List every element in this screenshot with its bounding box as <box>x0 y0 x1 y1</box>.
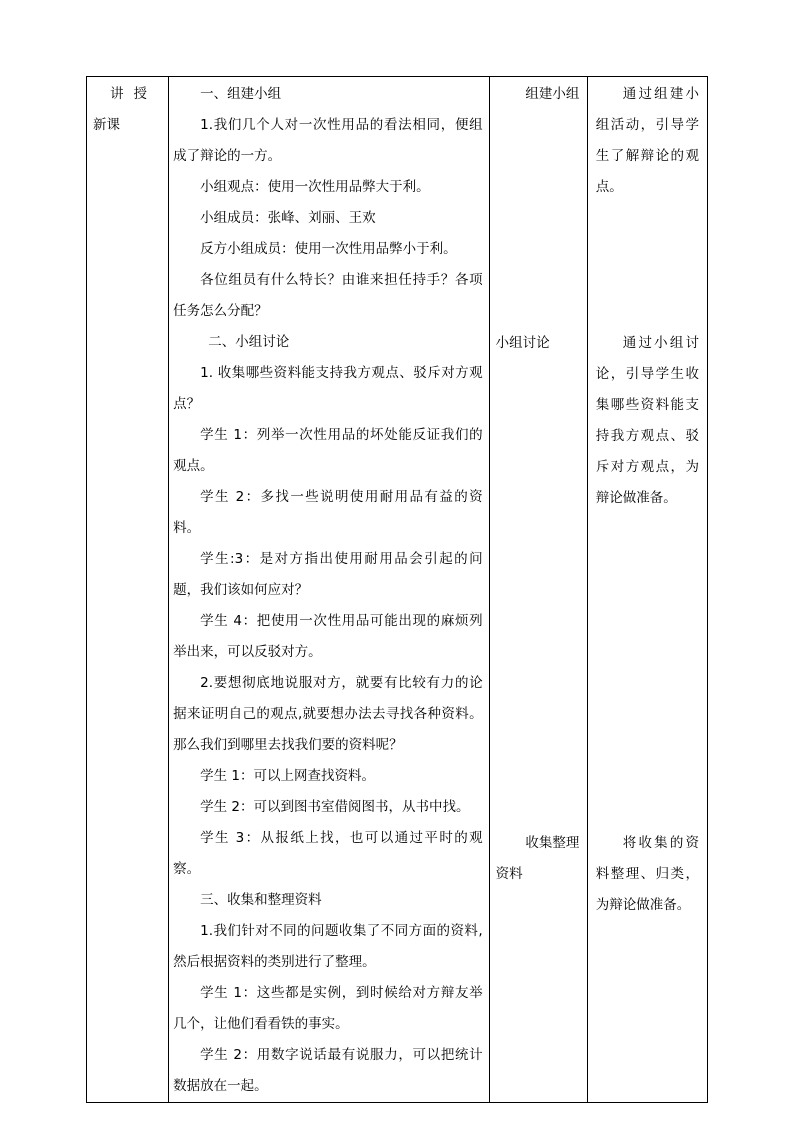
intent-text-1: 通过组建小组活动，引导学生了解辩论的观点。 <box>595 86 699 195</box>
content-paragraph: 学生 1：可以上网查找资料。 <box>200 768 376 784</box>
lesson-plan-table <box>86 76 708 1103</box>
content-paragraph: 2.要想彻底地说服对方，就要有比较有力的论据来证明自己的观点,就要想办法去寻找各种资料。那么我们到哪里去找我们要的资料呢？ <box>173 675 483 753</box>
content-paragraph: 学生 1：这些都是实例，到时候给对方辩友举几个，让他们看看铁的事实。 <box>173 985 483 1032</box>
table-row <box>87 77 708 1103</box>
stage-label-line1: 讲授 <box>110 86 158 102</box>
intent-text-2: 通过小组讨论，引导学生收集哪些资料能支持我方观点、驳斥对方观点，为辩论做准备。 <box>595 335 699 506</box>
stage-cell <box>87 77 169 1103</box>
content-paragraph: 各位组员有什么特长？由谁来担任持手？各项任务怎么分配？ <box>173 272 483 319</box>
content-paragraph: 学生 3：从报纸上找，也可以通过平时的观察。 <box>173 830 483 877</box>
content-paragraph: 1. 收集哪些资料能支持我方观点、驳斥对方观点？ <box>173 365 483 412</box>
content-paragraph: 学生 4：把使用一次性用品可能出现的麻烦列举出来，可以反驳对方。 <box>173 613 483 660</box>
method-label-1: 组建小组 <box>525 86 580 102</box>
content-paragraph: 学生 2：用数字说话最有说服力，可以把统计数据放在一起。 <box>173 1047 483 1094</box>
method-label-3: 收集整理资料 <box>495 835 580 882</box>
content-paragraph: 学生 2：可以到图书室借阅图书，从书中找。 <box>200 799 470 815</box>
content-paragraph: 小组观点：使用一次性用品弊大于利。 <box>200 179 430 195</box>
intent-cell <box>587 77 707 1103</box>
intent-text-3: 将收集的资料整理、归类，为辩论做准备。 <box>595 835 699 913</box>
method-cell <box>489 77 587 1103</box>
content-paragraph: 1.我们针对不同的问题收集了不同方面的资料,然后根据资料的类别进行了整理。 <box>173 923 483 970</box>
content-cell <box>169 77 490 1103</box>
section-heading-1: 一、组建小组 <box>200 86 282 102</box>
content-paragraph: 学生 2：多找一些说明使用耐用品有益的资料。 <box>173 489 483 536</box>
content-paragraph: 1.我们几个人对一次性用品的看法相同，便组成了辩论的一方。 <box>173 117 483 164</box>
content-paragraph: 学生:3：是对方指出使用耐用品会引起的问题，我们该如何应对？ <box>173 551 483 598</box>
section-heading-3: 三、收集和整理资料 <box>200 892 322 908</box>
method-label-2: 小组讨论 <box>495 335 550 351</box>
section-heading-2: 二、小组讨论 <box>208 334 290 350</box>
content-paragraph: 小组成员：张峰、刘丽、王欢 <box>200 210 376 226</box>
content-paragraph: 反方小组成员：使用一次性用品弊小于利。 <box>200 241 457 257</box>
content-paragraph: 学生 1：列举一次性用品的坏处能反证我们的观点。 <box>173 427 483 474</box>
stage-label-line2: 新课 <box>93 117 120 133</box>
